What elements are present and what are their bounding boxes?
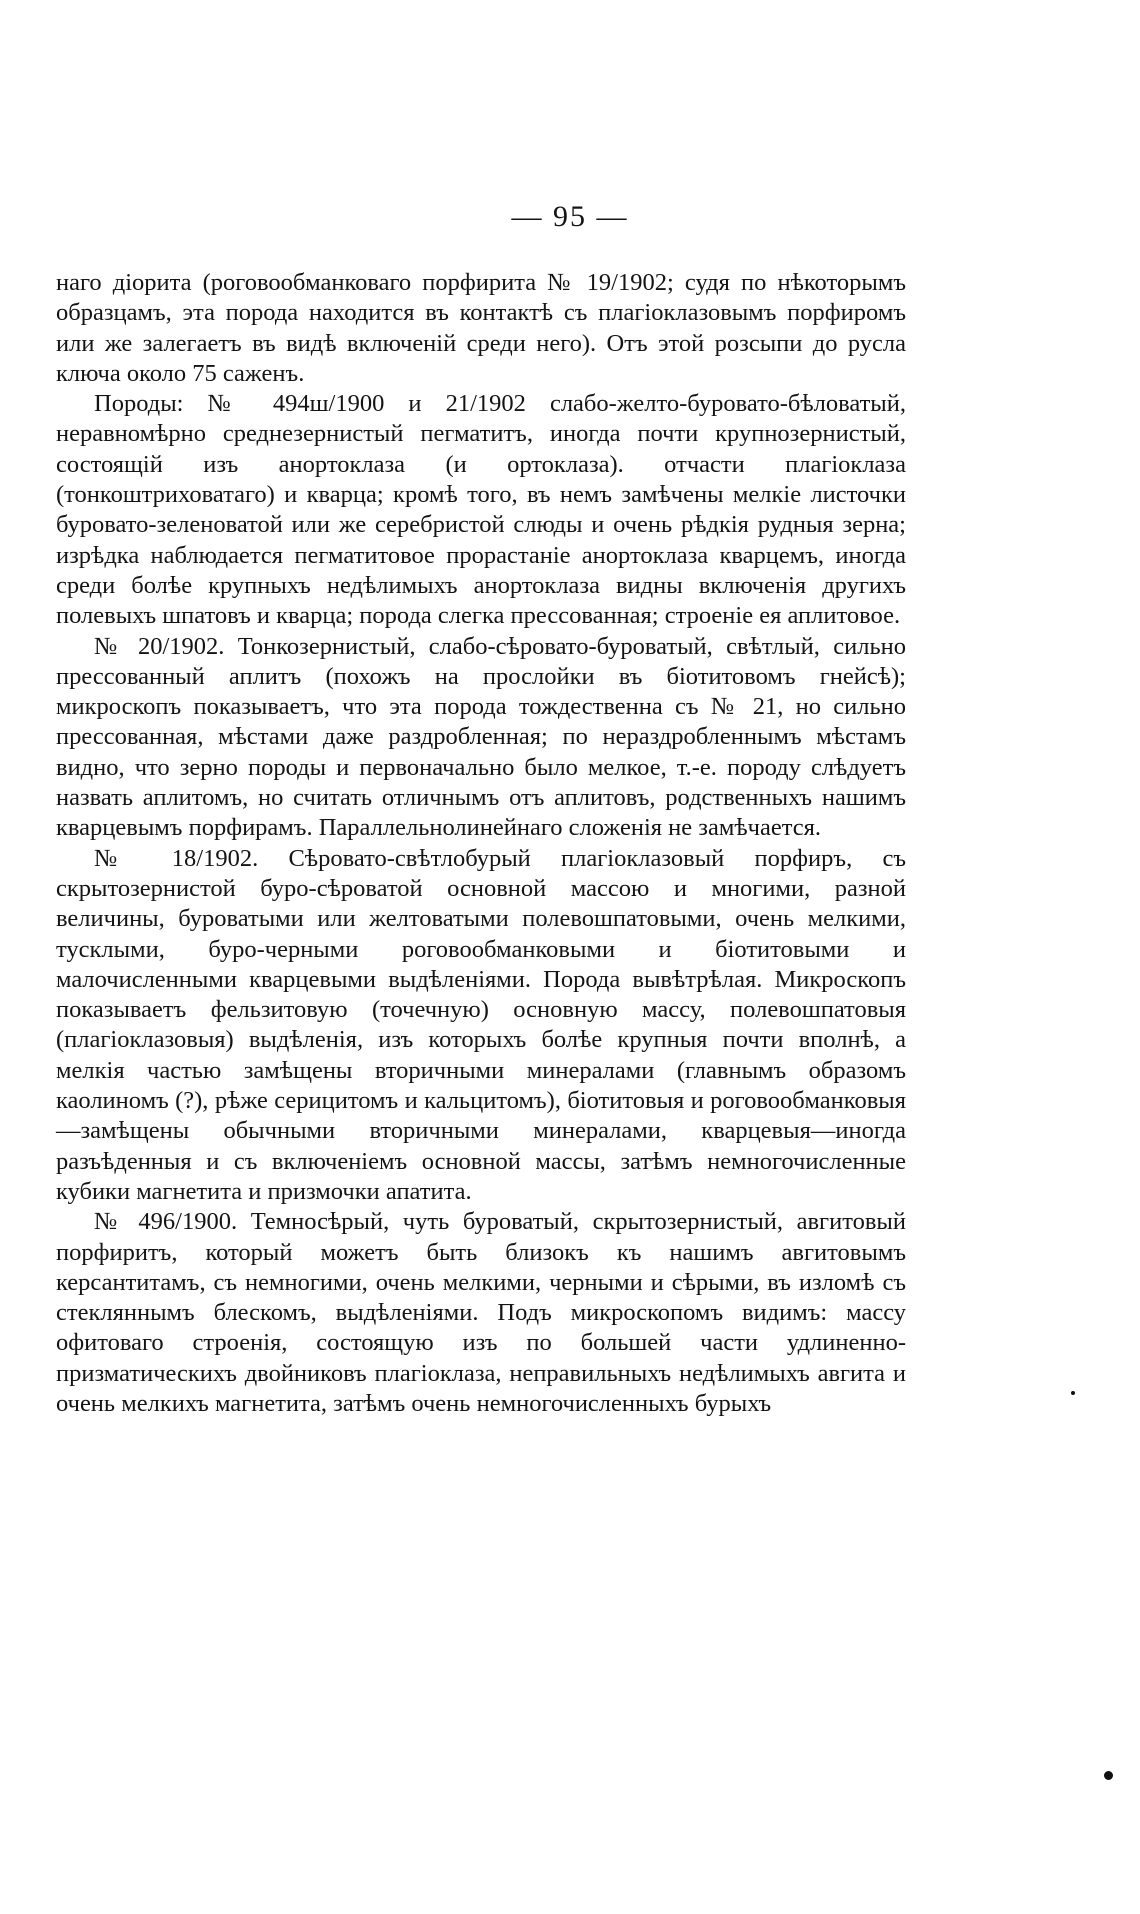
margin-speck xyxy=(1071,1391,1075,1395)
paragraph-aplite: № 20/1902. Тонкозернистый, слабо-сѣровато-буроватый, свѣтлый, сильно прессованный аплитъ (похожъ на прослойки въ біотитовомъ гнейсѣ); микроскопъ показываетъ, что эта порода тождественна съ № 21, но сильно прессованная, мѣстами даже раздробленная; по нераздробленнымъ мѣстамъ видно, что зерно породы и первоначально было мелкое, т.-е. породу слѣдуетъ назвать аплитомъ, но считать отличнымъ отъ аплитовъ, родственныхъ нашимъ кварцевымъ порфирамъ. Параллельнолинейнаго сложенія не замѣчается. xyxy=(56,632,906,842)
paragraph-pegmatite: Породы: № 494ш/1900 и 21/1902 слабо-желто-буровато-бѣловатый, неравномѣрно среднезернистый пегматитъ, иногда почти крупнозернистый, состоящій изъ анортоклаза (и ортоклаза). отчасти плагіоклаза (тонкоштриховатаго) и кварца; кромѣ того, въ немъ замѣчены мелкіе листочки буровато-зеленоватой или же серебристой слюды и очень рѣдкія рудныя зерна; изрѣдка наблюдается пегматитовое прорастаніе анортоклаза кварцемъ, иногда среди болѣе крупныхъ недѣлимыхъ анортоклаза видны включенія другихъ полевыхъ шпатовъ и кварца; порода слегка прессованная; строеніе ея аплитовое. xyxy=(56,390,906,630)
body-text xyxy=(56,268,906,1419)
paragraph-plagioclase-porphyry: № 18/1902. Сѣровато-свѣтлобурый плагіоклазовый порфиръ, съ скрытозернистой буро-сѣроватой основной массою и многими, разной величины, буроватыми или желтоватыми полевошпатовыми, очень мелкими, тусклыми, буро-черными роговообманковыми и біотитовыми и малочисленными кварцевыми выдѣленіями. Порода вывѣтрѣлая. Микроскопъ показываетъ фельзитовую (точечную) основную массу, полевошпатовыя (плагіоклазовыя) выдѣленія, изъ которыхъ болѣе крупныя почти вполнѣ, а мелкія частью замѣщены вторичными минералами (главнымъ образомъ каолиномъ (?), рѣже серицитомъ и кальцитомъ), біотитовыя и роговообманковыя—замѣщены обычными вторичными минералами, кварцевыя—иногда разъѣденныя и съ включеніемъ основной массы, затѣмъ немногочисленные кубики магнетита и призмочки апатита. xyxy=(56,844,906,1205)
page-number: — 95 — xyxy=(511,200,629,233)
margin-speck xyxy=(1104,1771,1113,1780)
paragraph-augite-porphyrite: № 496/1900. Темносѣрый, чуть буроватый, скрытозернистый, авгитовый порфиритъ, который можетъ быть близокъ къ нашимъ авгитовымъ керсантитамъ, съ немногими, очень мелкими, черными и сѣрыми, въ изломѣ съ стекляннымъ блескомъ, выдѣленіями. Подъ микроскопомъ видимъ: массу офитоваго строенія, состоящую изъ по большей части удлиненно-призматическихъ двойниковъ плагіоклаза, неправильныхъ недѣлимыхъ авгита и очень мелкихъ магнетита, затѣмъ очень немногочисленныхъ бурыхъ xyxy=(56,1208,906,1417)
paragraph-continuation: наго діорита (роговообманковаго порфирита № 19/1902; судя по нѣкоторымъ образцамъ, эта порода находится въ контактѣ съ плагіоклазовымъ порфиромъ или же залегаетъ въ видѣ включеній среди него). Отъ этой розсыпи до русла ключа около 75 саженъ. xyxy=(56,269,906,387)
